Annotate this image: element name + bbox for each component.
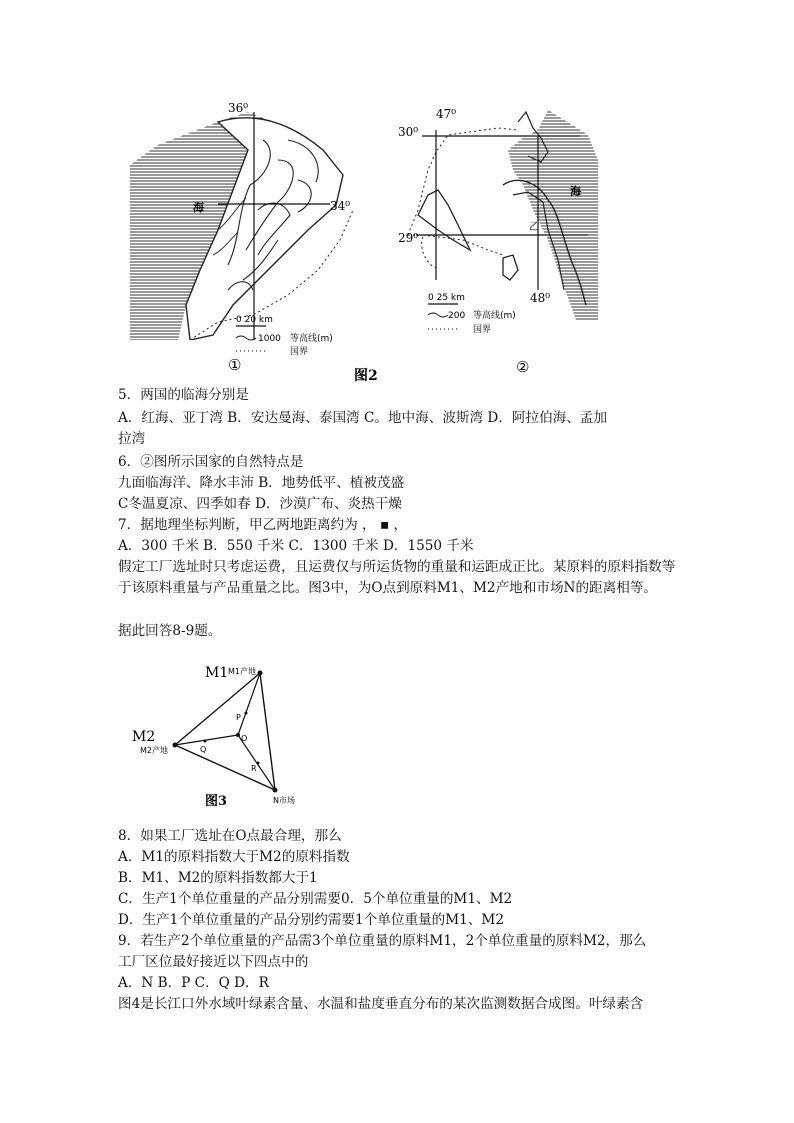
figure-2-caption: 图2	[354, 368, 378, 384]
map1-sea-label: 海	[193, 201, 204, 214]
m2-origin-label: M2产地	[140, 746, 168, 755]
map2-point-label: 乙	[529, 222, 539, 233]
question-5-options: A．红海、亚丁湾 B．安达曼海、泰国湾 C。地中海、波斯湾 D．阿拉伯海、孟加	[118, 410, 608, 426]
map1-scale: 0 20 km	[236, 315, 273, 325]
map2-lat-top: 30⁰	[398, 125, 419, 139]
question-8-option-a: A．M1的原料指数大于M2的原料指数	[118, 849, 350, 865]
map1-marker: ①	[228, 356, 242, 374]
question-6-options-ab: 九面临海洋、降水丰沛 B．地势低平、植被茂盛	[118, 475, 405, 491]
map2-border-label: 国界	[473, 325, 492, 335]
question-9: 9．若生产2个单位重量的产品需3个单位重量的原料M1，2个单位重量的原料M2，那么	[118, 933, 647, 949]
map-1	[130, 112, 353, 340]
point-o-label: O	[241, 734, 248, 743]
map1-contour-label: 等高线(m)	[290, 334, 333, 344]
question-8: 8．如果工厂选址在O点最合理，那么	[118, 828, 342, 844]
map1-lat-top: 36⁰	[228, 101, 249, 115]
m1-origin-label: M1产地	[228, 667, 256, 676]
intro-instruction: 据此回答8-9题。	[118, 623, 222, 639]
figure-4-intro: 图4是长江口外水域叶绿素含量、水温和盐度垂直分布的某次监测数据合成图。叶绿素含	[118, 996, 644, 1012]
map2-lon-top: 47⁰	[436, 107, 457, 121]
map2-contour-value: 200	[448, 311, 466, 321]
map2-marker: ②	[516, 358, 530, 376]
map2-sea-label: 海	[570, 185, 581, 198]
map1-border-label: 国界	[290, 347, 309, 357]
map2-lon-bottom: 48⁰	[530, 291, 551, 305]
question-8-option-d: D．生产1个单位重量的产品分别约需要1个单位重量的M1、M2	[118, 912, 504, 928]
question-7: 7．据地理坐标判断，甲乙两地距离约为 ， ▪ ，	[118, 517, 408, 533]
n-market-label: N市场	[273, 796, 295, 805]
question-7-options: A．300 千米 B．550 千米 C．1300 千米 D．1550 千米	[118, 538, 474, 554]
figure-2	[118, 90, 618, 390]
map2-lat-bottom: 29⁰	[398, 231, 419, 245]
map1-lat-right: 34⁰	[330, 199, 351, 213]
question-9-cont: 工厂区位最好接近以下四点中的	[118, 954, 309, 970]
question-5-options-cont: 拉湾	[118, 431, 146, 447]
map2-contour-label: 等高线(m)	[473, 311, 516, 321]
question-6: 6．②图所示国家的自然特点是	[118, 454, 304, 470]
intro-paragraph: 假定工厂选址时只考虑运费，且运费仅与所运货物的重量和运距成正比。某原料的原料指数等于该原料重量与产品重量之比。图3中，为O点到原料M1、M2产地和市场N的距离相等。	[118, 559, 676, 596]
map-2	[408, 110, 598, 320]
point-p-label: P	[236, 713, 241, 722]
map2-scale: 0 25 km	[428, 293, 465, 303]
question-8-option-b: B．M1、M2的原料指数都大于1	[118, 870, 318, 886]
question-8-option-c: C．生产1个单位重量的产品分别需要0．5个单位重量的M1、M2	[118, 891, 513, 907]
figure-3	[130, 655, 330, 815]
point-r-label: R	[251, 764, 257, 773]
m2-label: M2	[132, 729, 156, 745]
question-5: 5．两国的临海分别是	[118, 387, 249, 403]
m1-label: M1	[205, 665, 229, 681]
map1-contour-value: 1000	[258, 334, 281, 344]
question-6-options-cd: C冬温夏凉、四季如春 D．沙漠广布、炎热干燥	[118, 496, 402, 512]
point-q-label: Q	[200, 745, 207, 754]
question-9-options: A．N B．P C．Q D．R	[118, 975, 269, 991]
figure-3-caption: 图3	[205, 794, 228, 809]
